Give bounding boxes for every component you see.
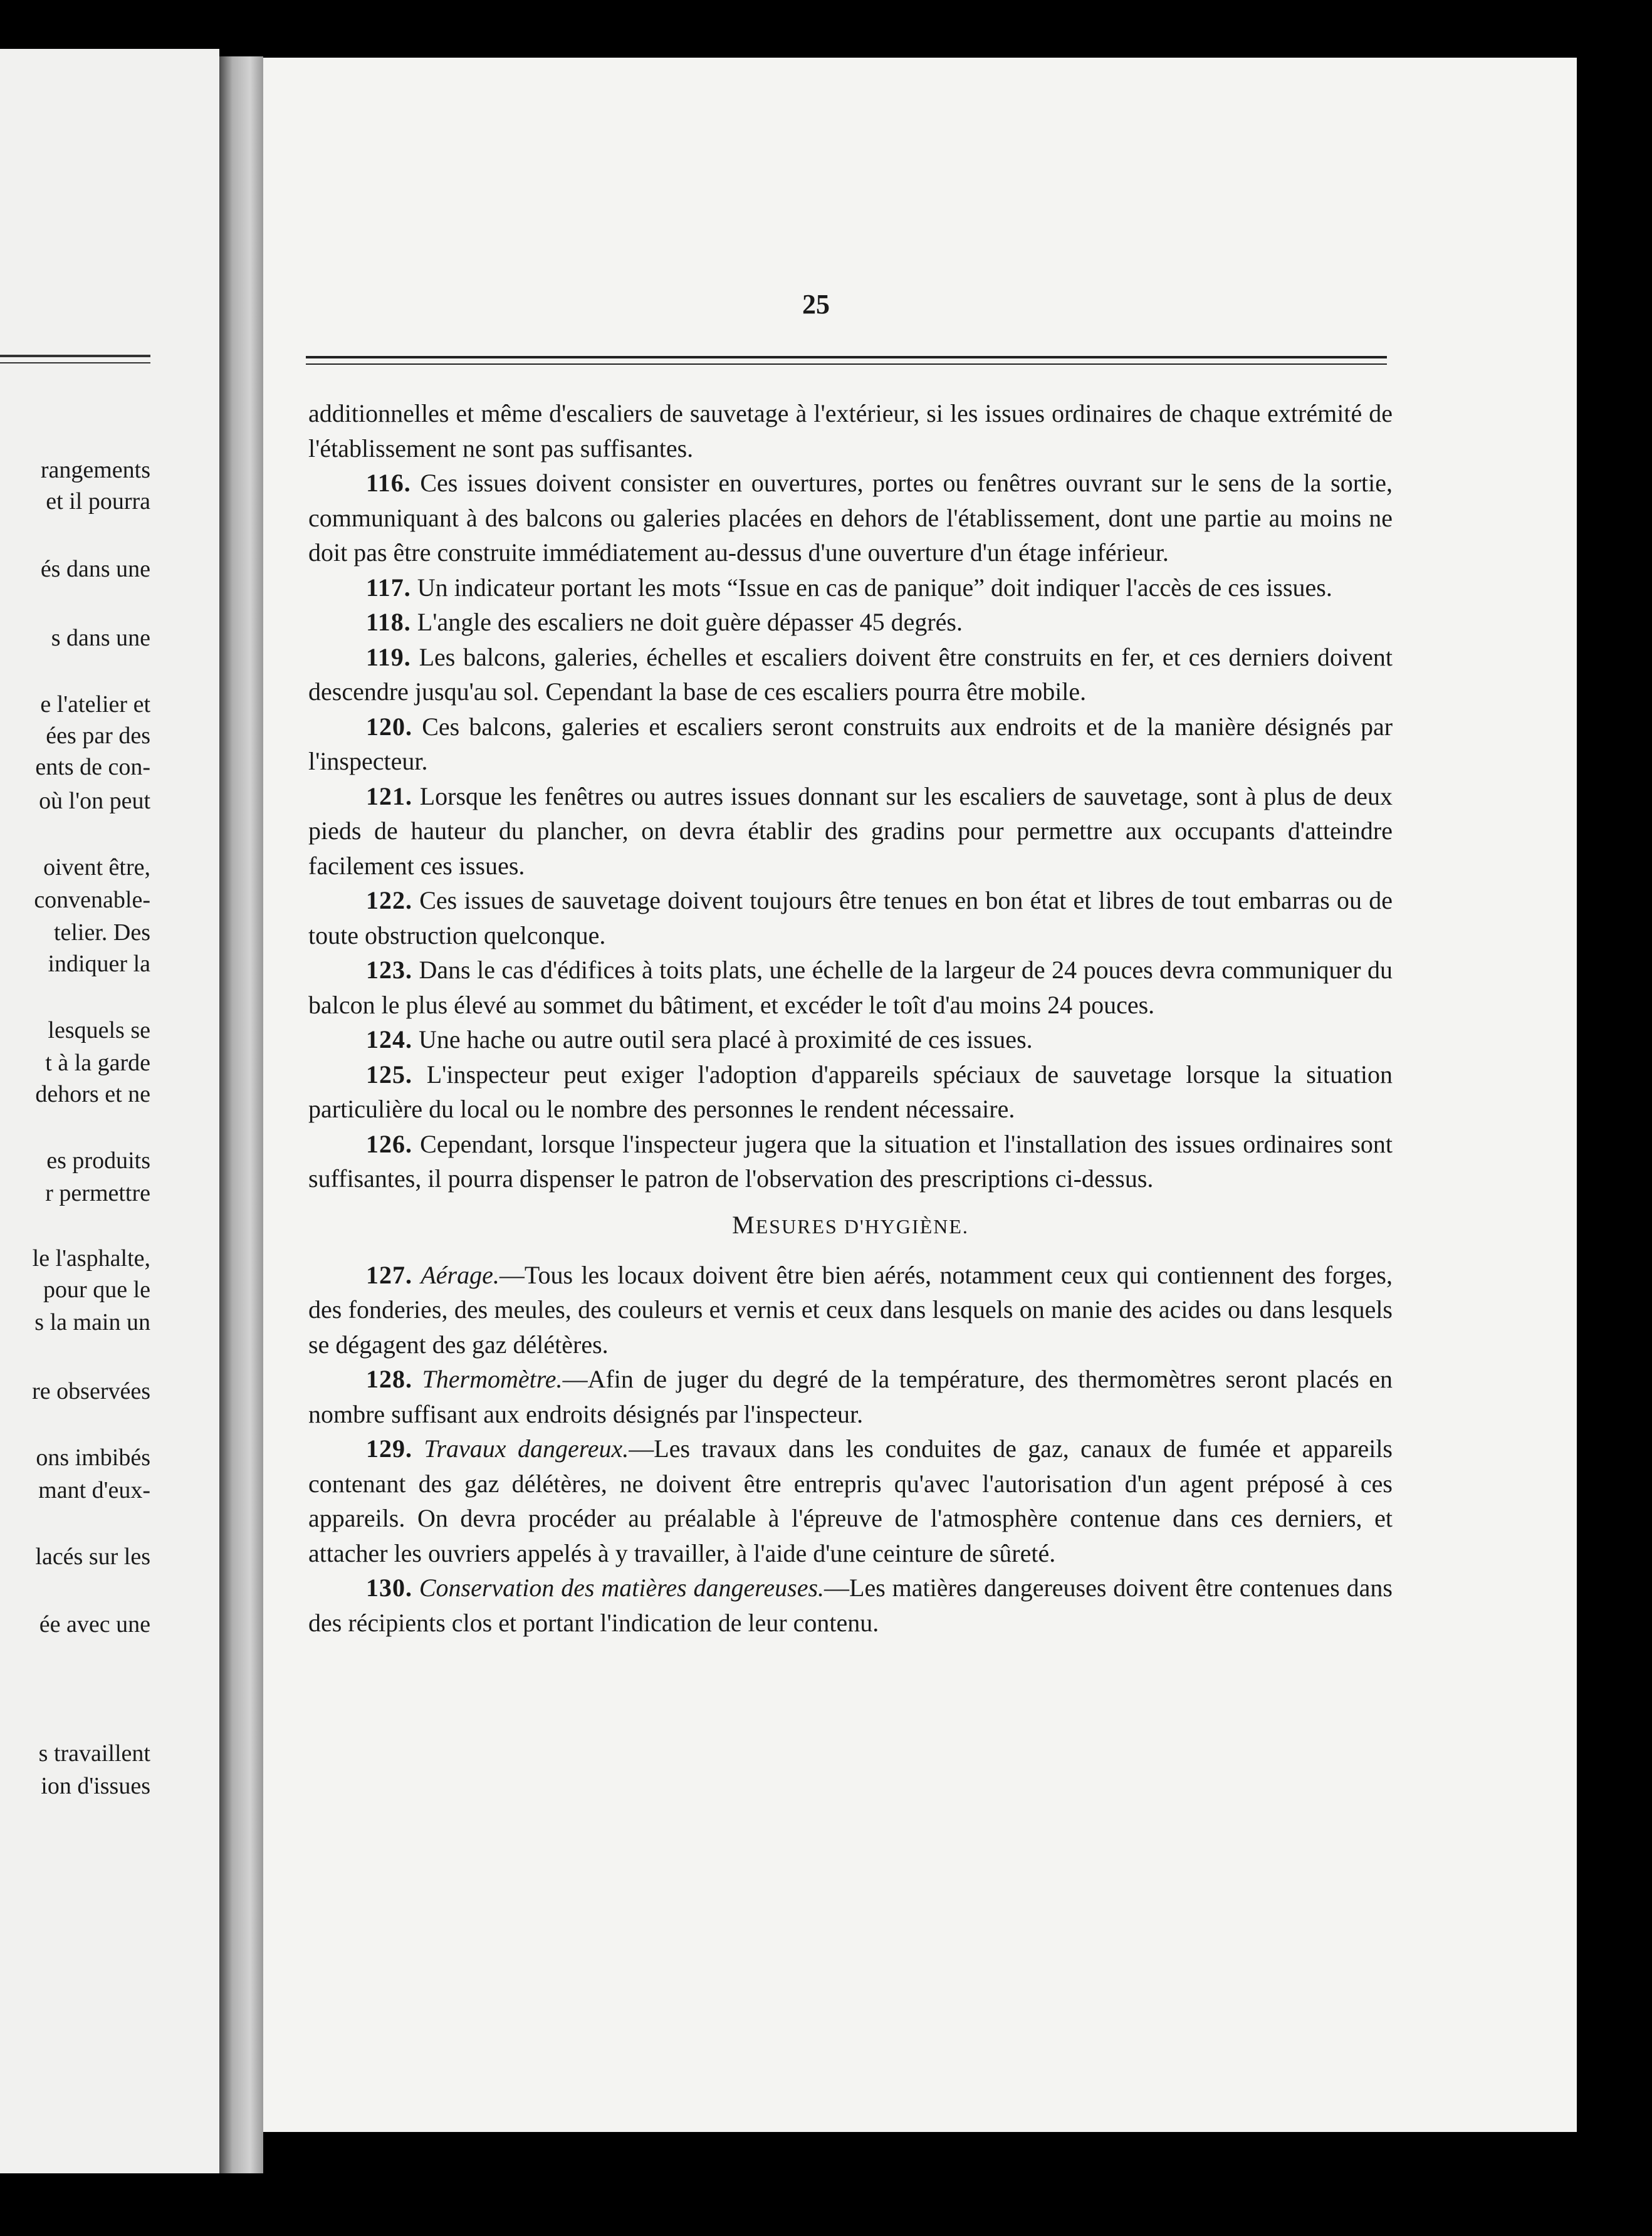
article-paragraph [308,570,1393,605]
left-page-line: mant d'eux- [38,1477,150,1503]
left-page-line: ents de con- [35,754,150,780]
article-number: 123. [366,956,412,984]
left-page-line: telier. Des [53,919,150,946]
left-page-line: lacés sur les [35,1544,150,1570]
header-rule-thin [306,363,1387,365]
left-page-line: ons imbibés [36,1445,150,1471]
article-paragraph [308,1258,1393,1362]
article-paragraph [308,1022,1393,1057]
section-heading [308,1208,1393,1244]
articles-after-section [308,1258,1393,1641]
article-number: 117. [366,573,411,602]
article-number: 124. [366,1025,412,1053]
left-page-line: s dans une [51,625,150,651]
article-text: additionnelles et même d'escaliers de sauvetage à l'extérieur, si les issues ordinaires de chaque extrémité de l'établissement ne sont pas suffisantes. [308,399,1393,462]
article-term: Conservation des matières dangereuses. [419,1574,825,1602]
article-text: Une hache ou autre outil sera placé à proximité de ces issues. [419,1025,1033,1053]
left-page-line: où l'on peut [39,788,150,814]
left-page-line: ée avec une [39,1611,150,1638]
article-paragraph [308,779,1393,884]
article-number: 125. [366,1060,412,1089]
left-page-line: es produits [46,1147,150,1174]
article-text: Ces issues de sauvetage doivent toujours être tenues en bon état et libres de tout embarras ou de toute obstruction quelconque. [308,886,1393,949]
page-number: 25 [802,289,830,320]
article-number: 118. [366,608,411,636]
left-page-line: és dans une [40,556,150,582]
left-page-line: ion d'issues [41,1773,150,1799]
article-text: Dans le cas d'édifices à toits plats, une échelle de la largeur de 24 pouces devra communiquer du balcon le plus élevé au sommet du bâtiment, et excéder le toît d'au moins 24 pouces. [308,956,1393,1019]
article-number: 127. [366,1260,412,1289]
article-paragraph [308,466,1393,570]
article-text: Ces balcons, galeries et escaliers seront construits aux endroits et de la manière désignés par l'inspecteur. [308,712,1393,775]
article-paragraph [308,1570,1393,1640]
article-text: —Les travaux dans les conduites de gaz, canaux de fumée et appareils contenant des gaz délétères, ne doivent être entrepris qu'avec l'autorisation d'un agent préposé à ces appareils. On devra procéder au préalable à l'épreuve de l'atmosphère contenue dans ces derniers, et attacher les ouvriers appelés à y travailler, à l'aide d'une ceinture de sûreté. [308,1434,1393,1567]
left-page-line: indiquer la [48,951,150,977]
body-text [308,396,1393,1640]
section-heading-initial: M [732,1210,756,1239]
article-text: Un indicateur portant les mots “Issue en cas de panique” doit indiquer l'accès de ces issues. [417,573,1332,602]
article-number: 120. [366,712,412,741]
left-page-line: re observées [32,1378,150,1404]
left-page-line: lesquels se [48,1017,150,1043]
left-page-line: et il pourra [46,488,150,515]
article-number: 116. [366,469,411,497]
article-text: Lorsque les fenêtres ou autres issues donnant sur les escaliers de sauvetage, sont à plus de deux pieds de hauteur du plancher, on devra établir des gradins pour permettre aux occupants d'atteindre facilement ces issues. [308,781,1393,880]
article-text: —Afin de juger du degré de la température, des thermomètres seront placés en nombre suffisant aux endroits désignés par l'inspecteur. [308,1365,1393,1428]
article-text: L'angle des escaliers ne doit guère dépasser 45 degrés. [417,608,963,636]
left-page-line: t à la garde [45,1050,150,1076]
article-text: L'inspecteur peut exiger l'adoption d'appareils spéciaux de sauvetage lorsque la situation particulière du local ou le nombre des personnes le rendent nécessaire. [308,1060,1393,1123]
article-paragraph [308,709,1393,779]
article-paragraph [308,1127,1393,1196]
article-paragraph [308,1362,1393,1431]
book-gutter [219,56,263,2173]
article-number: 121. [366,781,412,810]
left-page [0,49,219,2173]
article-text: Les balcons, galeries, échelles et escaliers doivent être construits en fer, et ces derniers doivent descendre jusqu'au sol. Cependant la base de ces escaliers pourra être mobile. [308,642,1393,706]
article-text: Cependant, lorsque l'inspecteur jugera que la situation et l'installation des issues ordinaires sont suffisantes, il pourra dispenser le patron de l'observation des prescriptions ci-dessus. [308,1129,1393,1193]
left-page-line: convenable- [34,887,150,913]
left-page-line: r permettre [45,1180,150,1206]
article-paragraph [308,640,1393,709]
article-number: 128. [366,1365,412,1393]
article-text: —Les matières dangereuses doivent être contenues dans des récipients clos et portant l'indication de leur contenu. [308,1574,1393,1637]
left-page-line: s la main un [34,1309,150,1335]
article-number: 119. [366,642,411,671]
article-text: —Tous les locaux doivent être bien aérés, notamment ceux qui contiennent des forges, des fonderies, des meules, des couleurs et vernis et ceux dans lesquels on manie des acides ou dans lesquels se dégagent des gaz délétères. [308,1260,1393,1359]
left-header-rule [0,355,150,357]
article-paragraph [308,953,1393,1022]
article-paragraph [308,883,1393,953]
article-term: Thermomètre. [422,1365,563,1393]
section-heading-rest: ESURES D'HYGIÈNE. [755,1215,969,1238]
article-text: Ces issues doivent consister en ouvertures, portes ou fenêtres ouvrant sur le sens de la sortie, communiquant à des balcons ou galeries placées en dehors de l'établissement, dont une partie au moins ne doit pas être construite immédiatement au-dessus d'une ouverture d'un étage inférieur. [308,469,1393,567]
left-header-rule-thin [0,362,150,363]
article-term: Travaux dangereux. [424,1434,629,1463]
article-paragraph [308,605,1393,640]
left-page-line: rangements [40,457,150,483]
articles-before-section [308,396,1393,1196]
left-page-line: s travaillent [38,1740,150,1767]
header-rule [306,356,1387,358]
left-page-line: dehors et ne [35,1081,150,1107]
left-page-line: e l'atelier et [40,691,150,718]
article-number: 129. [366,1434,412,1463]
left-page-line: oivent être, [43,854,150,880]
article-paragraph [308,396,1393,466]
article-term: Aérage. [421,1260,499,1289]
article-number: 122. [366,886,412,914]
article-paragraph [308,1057,1393,1127]
article-number: 126. [366,1129,412,1158]
left-page-line: le l'asphalte, [32,1245,150,1272]
left-page-line: pour que le [43,1277,150,1303]
article-number: 130. [366,1574,412,1602]
article-paragraph [308,1431,1393,1570]
left-page-line: ées par des [46,723,150,749]
